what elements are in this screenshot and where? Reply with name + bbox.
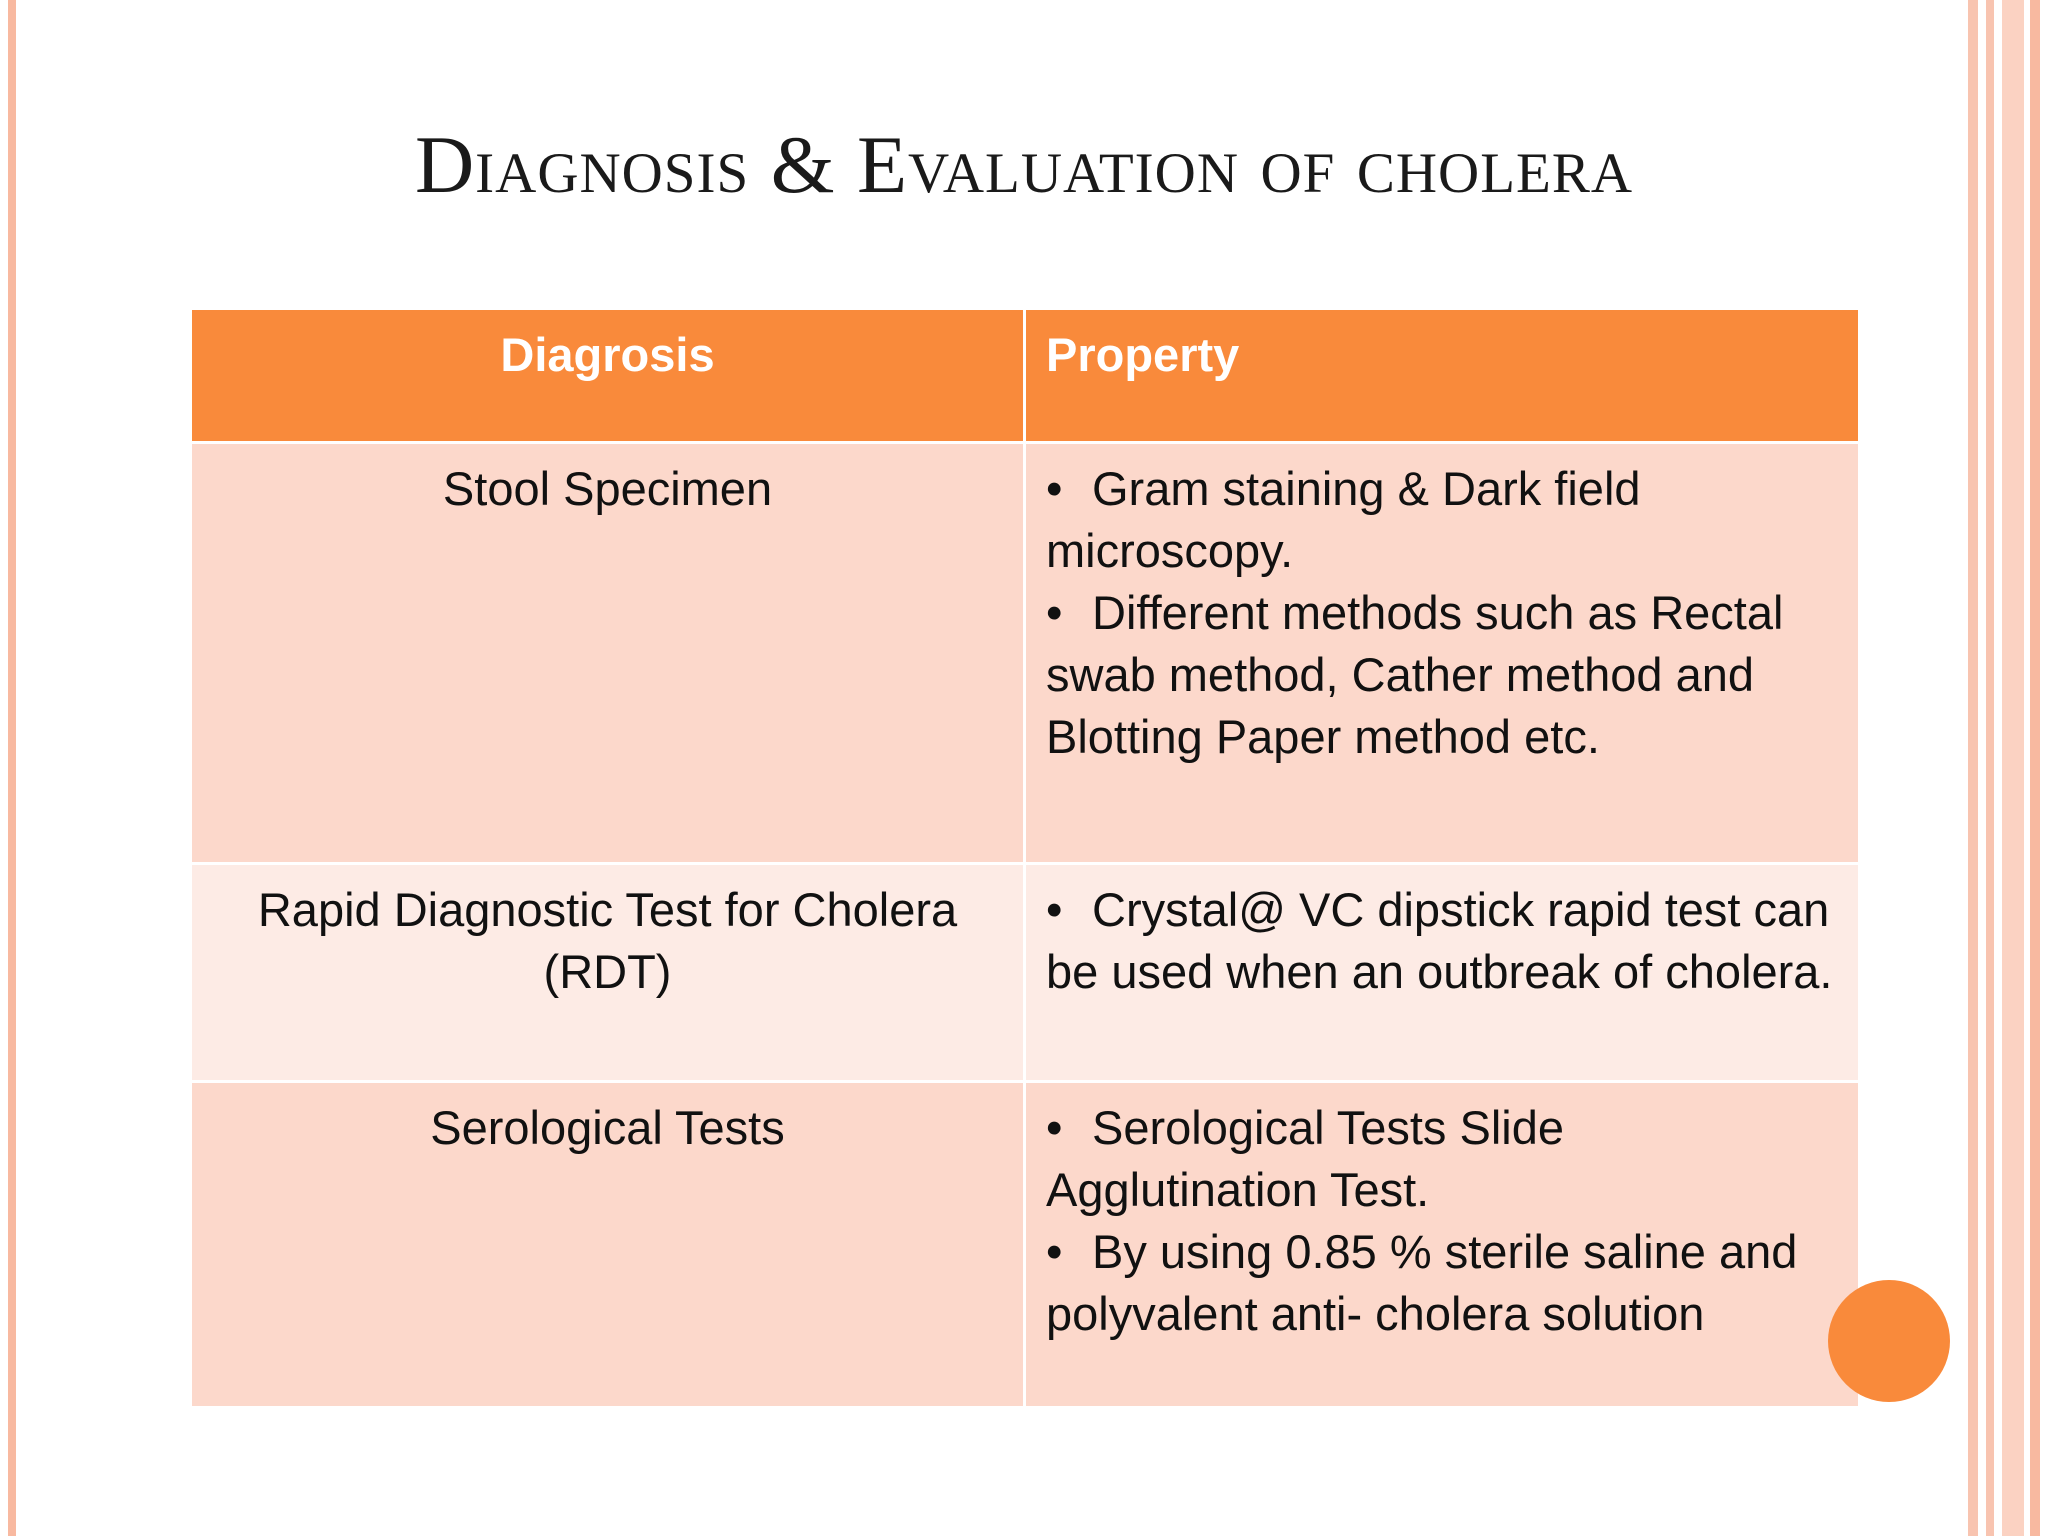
bullet-item [1046, 582, 1838, 768]
bullet-icon: • [1046, 586, 1063, 639]
header-diagnosis: Diagrosis [191, 309, 1025, 443]
slide-title: Diagnosis & Evaluation of cholera [414, 119, 1634, 210]
bullet-icon: • [1046, 883, 1063, 936]
bullet-item [1046, 879, 1838, 1003]
property-cell [1025, 864, 1860, 1082]
bullet-item [1046, 1097, 1838, 1221]
table-row [191, 443, 1860, 864]
bullet-text: Crystal@ VC dipstick rapid test can be used when an outbreak of cholera. [1046, 883, 1833, 998]
right-border-stripe [1986, 0, 1994, 1536]
bullet-icon: • [1046, 1225, 1063, 1278]
right-border-stripe [2030, 0, 2040, 1536]
right-border-decoration [1964, 0, 2048, 1536]
table-row [191, 864, 1860, 1082]
bullet-text: Gram staining & Dark field microscopy. [1046, 462, 1641, 577]
property-cell [1025, 1082, 1860, 1408]
bullet-text: Different methods such as Rectal swab method, Cather method and Blotting Paper method etc. [1046, 586, 1784, 763]
diagnosis-cell: Serological Tests [191, 1082, 1025, 1408]
right-border-stripe [1968, 0, 1978, 1536]
left-border-stripe [8, 0, 16, 1536]
diagnosis-cell: Rapid Diagnostic Test for Cholera (RDT) [191, 864, 1025, 1082]
bullet-icon: • [1046, 1101, 1063, 1154]
bullet-text: By using 0.85 % sterile saline and polyvalent anti- cholera solution [1046, 1225, 1798, 1340]
table-row [191, 1082, 1860, 1408]
bullet-item [1046, 458, 1838, 582]
diagnosis-table [189, 307, 1861, 1409]
left-border-decoration [0, 0, 28, 1536]
right-border-stripe [2002, 0, 2024, 1536]
bullet-item [1046, 1221, 1838, 1345]
header-property: Property [1025, 309, 1860, 443]
diagnosis-cell: Stool Specimen [191, 443, 1025, 864]
bullet-icon: • [1046, 462, 1063, 515]
property-cell [1025, 443, 1860, 864]
bullet-text: Serological Tests Slide Agglutination Test. [1046, 1101, 1564, 1216]
decorative-circle [1828, 1280, 1950, 1402]
table-header-row [191, 309, 1860, 443]
